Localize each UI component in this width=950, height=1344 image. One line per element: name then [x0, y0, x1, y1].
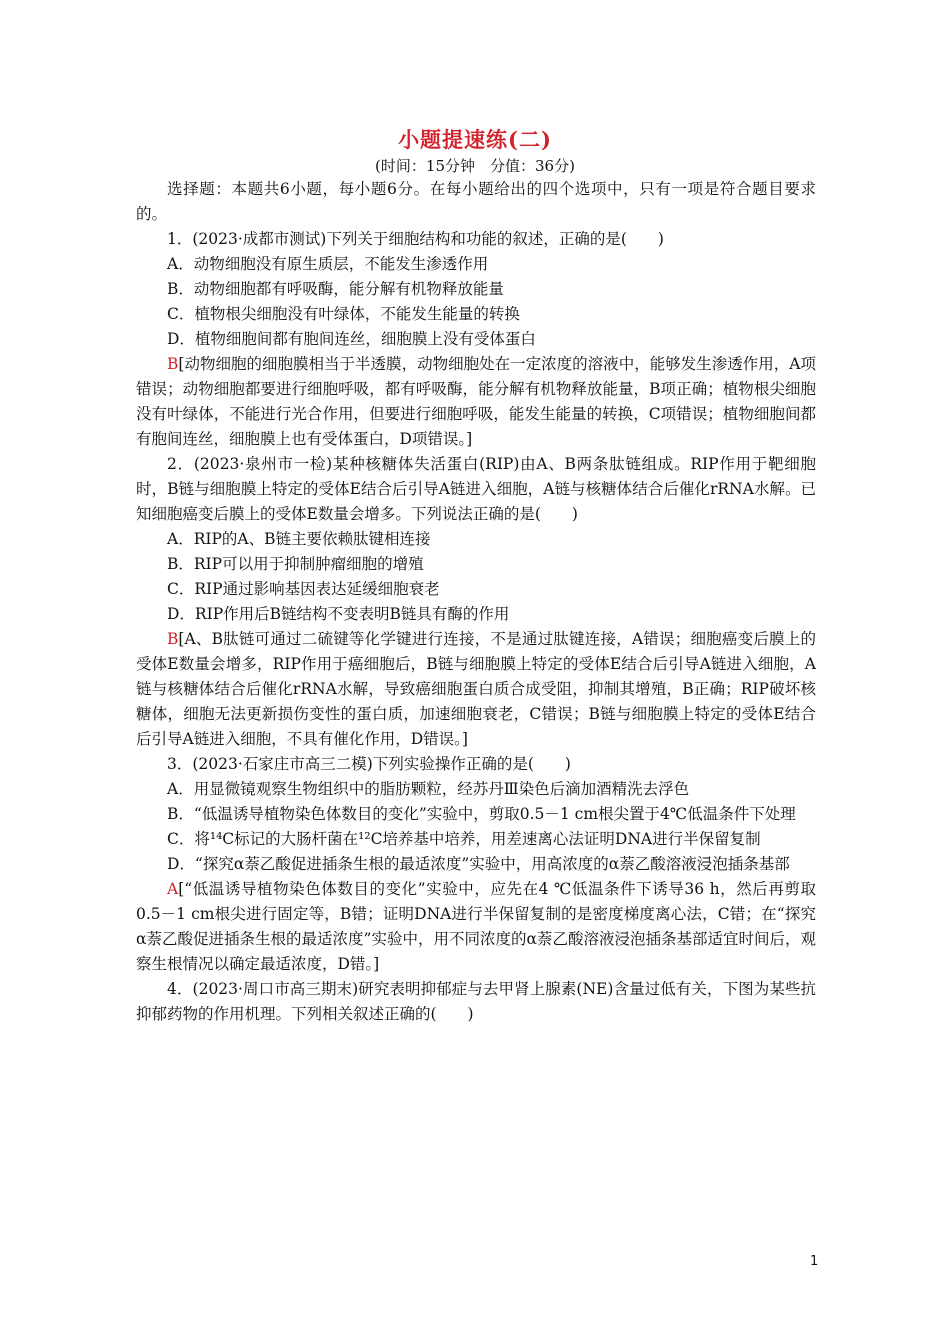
question-1-option-b: B．动物细胞都有呼吸酶，能分解有机物释放能量 [167, 280, 504, 298]
question-1-option-a: A．动物细胞没有原生质层，不能发生渗透作用 [167, 255, 489, 273]
question-3-answer-letter: A [167, 880, 179, 898]
question-3-option-b: B．“低温诱导植物染色体数目的变化”实验中，剪取0.5－1 cm根尖置于4℃低温条件下处理 [167, 805, 796, 823]
question-2-option-b: B．RIP可以用于抑制肿瘤细胞的增殖 [167, 555, 424, 573]
question-3-option-d: D．“探究α萘乙酸促进插条生根的最适浓度”实验中，用高浓度的α萘乙酸溶液浸泡插条基部 [167, 855, 790, 873]
question-1-option-c: C．植物根尖细胞没有叶绿体，不能发生能量的转换 [167, 305, 520, 323]
question-2-option-d: D．RIP作用后B链结构不变表明B链具有酶的作用 [167, 605, 510, 623]
question-2-answer-letter: B [167, 630, 179, 648]
question-2-option-a: A．RIP的A、B链主要依赖肽键相连接 [167, 530, 431, 548]
question-3-option-a: A．用显微镜观察生物组织中的脂肪颗粒，经苏丹Ⅲ染色后滴加酒精洗去浮色 [167, 780, 690, 798]
content-body [136, 177, 816, 1027]
question-1-explanation: [动物细胞的细胞膜相当于半透膜，动物细胞处在一定浓度的溶液中，能够发生渗透作用，A项错误；动物细胞都要进行细胞呼吸，都有呼吸酶，能分解有机物释放能量，B项正确；植物根尖细胞没有叶绿体，不能进行光合作用，但要进行细胞呼吸，能发生能量的转换，C项错误；植物细胞间都有胞间连丝，细胞膜上也有受体蛋白，D项错误。] [136, 355, 816, 448]
question-2-answer [136, 627, 816, 752]
page-number: 1 [810, 1254, 819, 1269]
question-3-explanation: [“低温诱导植物染色体数目的变化”实验中，应先在4 ℃低温条件下诱导36 h，然后再剪取0.5－1 cm根尖进行固定等，B错；证明DNA进行半保留复制的是密度梯度离心法，C错；在“探究α萘乙酸促进插条生根的最适浓度”实验中，用不同浓度的α萘乙酸溶液浸泡插条基部适宜时间后，观察生根情况以确定最适浓度，D错。] [136, 880, 816, 973]
question-1-answer-letter: B [167, 355, 179, 373]
question-3-stem: 3．(2023·石家庄市高三二模)下列实验操作正确的是( ) [167, 755, 571, 773]
question-2-stem: 2．(2023·泉州市一检)某种核糖体失活蛋白(RIP)由A、B两条肽链组成。RIP作用于靶细胞时，B链与细胞膜上特定的受体E结合后引导A链进入细胞，A链与核糖体结合后催化rRNA水解。已知细胞癌变后膜上的受体E数量会增多。下列说法正确的是( ) [136, 455, 816, 523]
question-1-stem: 1．(2023·成都市测试)下列关于细胞结构和功能的叙述，正确的是( ) [167, 230, 664, 248]
section-intro: 选择题：本题共6小题，每小题6分。在每小题给出的四个选项中，只有一项是符合题目要求的。 [136, 180, 816, 223]
question-2-explanation: [A、B肽链可通过二硫键等化学键进行连接，不是通过肽键连接，A错误；细胞癌变后膜上的受体E数量会增多，RIP作用于癌细胞后，B链与细胞膜上特定的受体E结合后引导A链进入细胞，A链与核糖体结合后催化rRNA水解，导致癌细胞蛋白质合成受阻，抑制其增殖，B正确；RIP破坏核糖体，细胞无法更新损伤变性的蛋白质，加速细胞衰老，C错误；B链与细胞膜上特定的受体E结合后引导A链进入细胞，不具有催化作用，D错误。] [136, 630, 816, 748]
question-4-stem: 4．(2023·周口市高三期末)研究表明抑郁症与去甲肾上腺素(NE)含量过低有关，下图为某些抗抑郁药物的作用机理。下列相关叙述正确的( ) [136, 980, 816, 1023]
page-title: 小题提速练(二) [398, 127, 552, 152]
time-score-info: (时间：15分钟 分值：36分) [375, 157, 575, 175]
question-1-answer [136, 352, 816, 452]
question-1-option-d: D．植物细胞间都有胞间连丝，细胞膜上没有受体蛋白 [167, 330, 536, 348]
question-2-option-c: C．RIP通过影响基因表达延缓细胞衰老 [167, 580, 440, 598]
question-3-option-c: C．将¹⁴C标记的大肠杆菌在¹²C培养基中培养，用差速离心法证明DNA进行半保留复制 [167, 830, 761, 848]
question-3-answer [136, 877, 816, 977]
